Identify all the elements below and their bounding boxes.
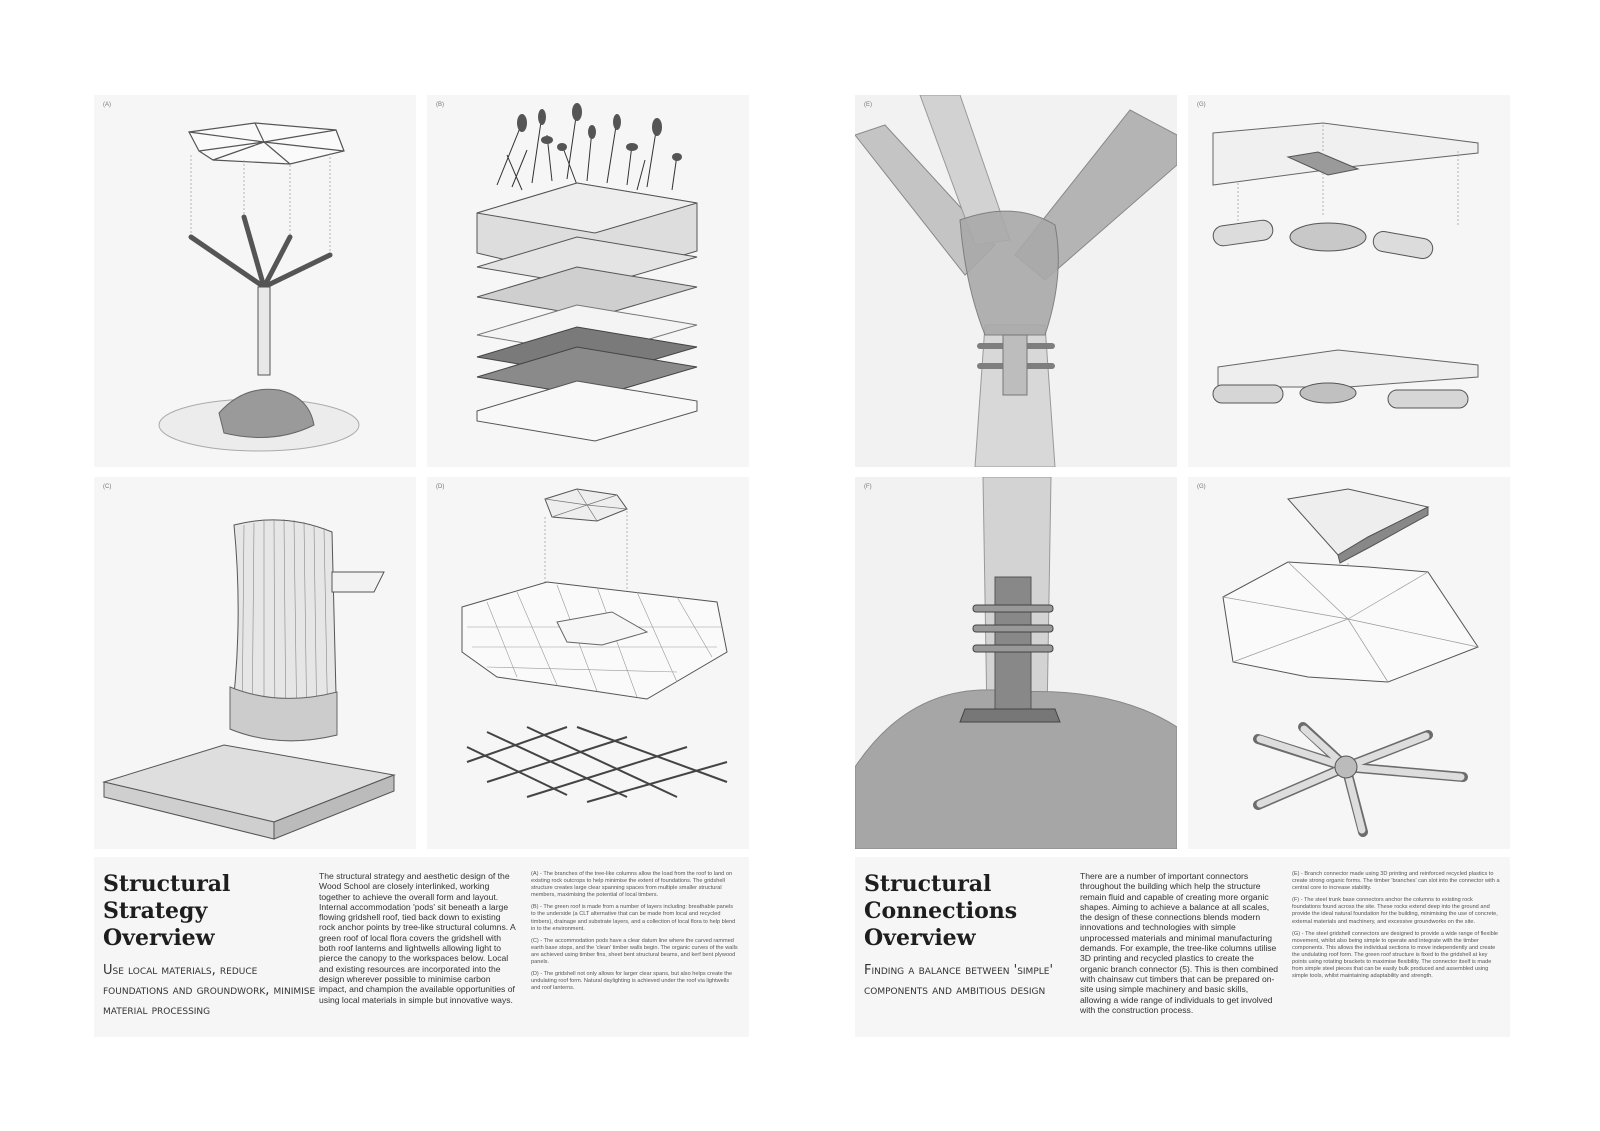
text-panel: [855, 857, 1510, 1037]
panel-g-gridshell-exploded: [1188, 477, 1510, 849]
panel-label: (C): [103, 484, 112, 490]
annotation-notes: [1292, 871, 1500, 985]
note-item: (A) - The branches of the tree-like columns allow the load from the roof to land on existing rock outcrops to help minimise the extent of foundations. The gridshell structure creates large clear spanning spaces from multiple smaller structural members, maximising the potential of local timbers.: [531, 871, 733, 899]
green-roof-layers-illustration: [427, 95, 749, 467]
panel-label: (B): [436, 102, 444, 108]
panel-label: (G): [1197, 484, 1206, 490]
panel-label: (D): [436, 484, 445, 490]
panel-g-gridshell-connector: [1188, 95, 1510, 467]
note-item: (B) - The green roof is made from a number of layers including: breathable panels to the underside (a CLT alternative that can be made from local and recycled timbers), drainage and substrate layers, and a collection of local flora to help blend in to the environment.: [531, 904, 736, 932]
panel-label: (G): [1197, 102, 1206, 108]
note-item: (G) - The steel gridshell connectors are designed to provide a wide range of flexible movement, whilst also being simple to operate and integrate with the timber components. This allows the individual sections to move independently and create the undulating roof form. The green roof structure is fixed to the gridshell at key points using rotating brackets to maximise flexibility. The connector itself is made from simple steel pieces that can be easily bulk produced and assembled using simple tools, whilst maintaining adaptability and strength.: [1292, 930, 1499, 980]
page-subtitle: Finding a balance between 'simple' components and ambitious design: [864, 963, 1054, 998]
page-subtitle: Use local materials, reduce foundations and groundwork, minimise material processing: [103, 963, 316, 1018]
tree-column-illustration: [94, 95, 416, 467]
panel-a-tree-column: [94, 95, 416, 467]
accommodation-pod-illustration: [94, 477, 416, 849]
note-item: (F) - The steel trunk base connectors anchor the columns to existing rock foundations found across the site. These rocks extend deep into the ground and provide the ideal natural foundation for the building, minimising the use of concrete, external materials and machinery, and excessive groundworks on the site.: [1292, 897, 1498, 925]
note-item: (D) - The gridshell not only allows for larger clear spans, but also helps create the undulating roof form. Natural daylighting is achieved under the roof via lightwells and roof lanterns.: [531, 971, 733, 992]
note-item: (E) - Branch connector made using 3D printing and reinforced recycled plastics to create strong organic forms. The timber 'branches' can slot into the connector with a central core to increase stability.: [1292, 871, 1500, 892]
gridshell-exploded-illustration: [1188, 477, 1510, 849]
panel-d-gridshell: [427, 477, 749, 849]
panel-label: (F): [864, 484, 872, 490]
gridshell-illustration: [427, 477, 749, 849]
panel-label: (E): [864, 102, 872, 108]
annotation-notes: [531, 871, 739, 997]
text-panel: [94, 857, 749, 1037]
panel-label: (A): [103, 102, 111, 108]
panel-f-trunk-base: [855, 477, 1177, 849]
branch-connector-illustration: [855, 95, 1177, 467]
page-title: Structural Connections Overview: [864, 871, 1018, 951]
trunk-base-illustration: [855, 477, 1177, 849]
note-item: (C) - The accommodation pods have a clear datum line where the carved rammed earth base stops, and the 'clean' timber walls begin. The organic curves of the walls are achieved using timber fins, sheet bent structural beams, and kerf bent plywood panels.: [531, 937, 738, 966]
panel-e-branch-connector: [855, 95, 1177, 467]
panel-b-green-roof: [427, 95, 749, 467]
body-text: There are a number of important connectors throughout the building which help the structure remain fluid and capable of creating more organic shapes. Aiming to achieve a balance at all scales, the design of these connections blends modern innovations and technologies with simple unprocessed materials and minimal manufacturing demands. For example, the tree-like columns utilise 3D printing and recycled plastics to create the organic branch connector (5). This is then combined with chainsaw cut timbers that can be prepared on-site using simple machinery and basic skills, allowing a wide range of individuals to get involved with the construction process.: [1080, 871, 1279, 1015]
page-title: Structural Strategy Overview: [103, 871, 231, 951]
body-text: The structural strategy and aesthetic design of the Wood School are closely interlinked, working together to achieve the overall form and layout. Internal accommodation 'pods' sit beneath a large flowing gridshell roof, tied back down to existing rock anchor points by tree-like structural columns. A green roof of local flora covers the gridshell with both roof lanterns and lightwells allowing light to pierce the canopy to the workspaces below. Local and existing resources are incorporated into the design wherever possible to minimise carbon impact, and champion the available opportunities of using local materials in simple but innovative ways.: [319, 871, 516, 1005]
panel-c-accommodation-pod: [94, 477, 416, 849]
right-page: [855, 95, 1510, 1037]
left-page: [94, 95, 749, 1037]
gridshell-connector-illustration: [1188, 95, 1510, 467]
